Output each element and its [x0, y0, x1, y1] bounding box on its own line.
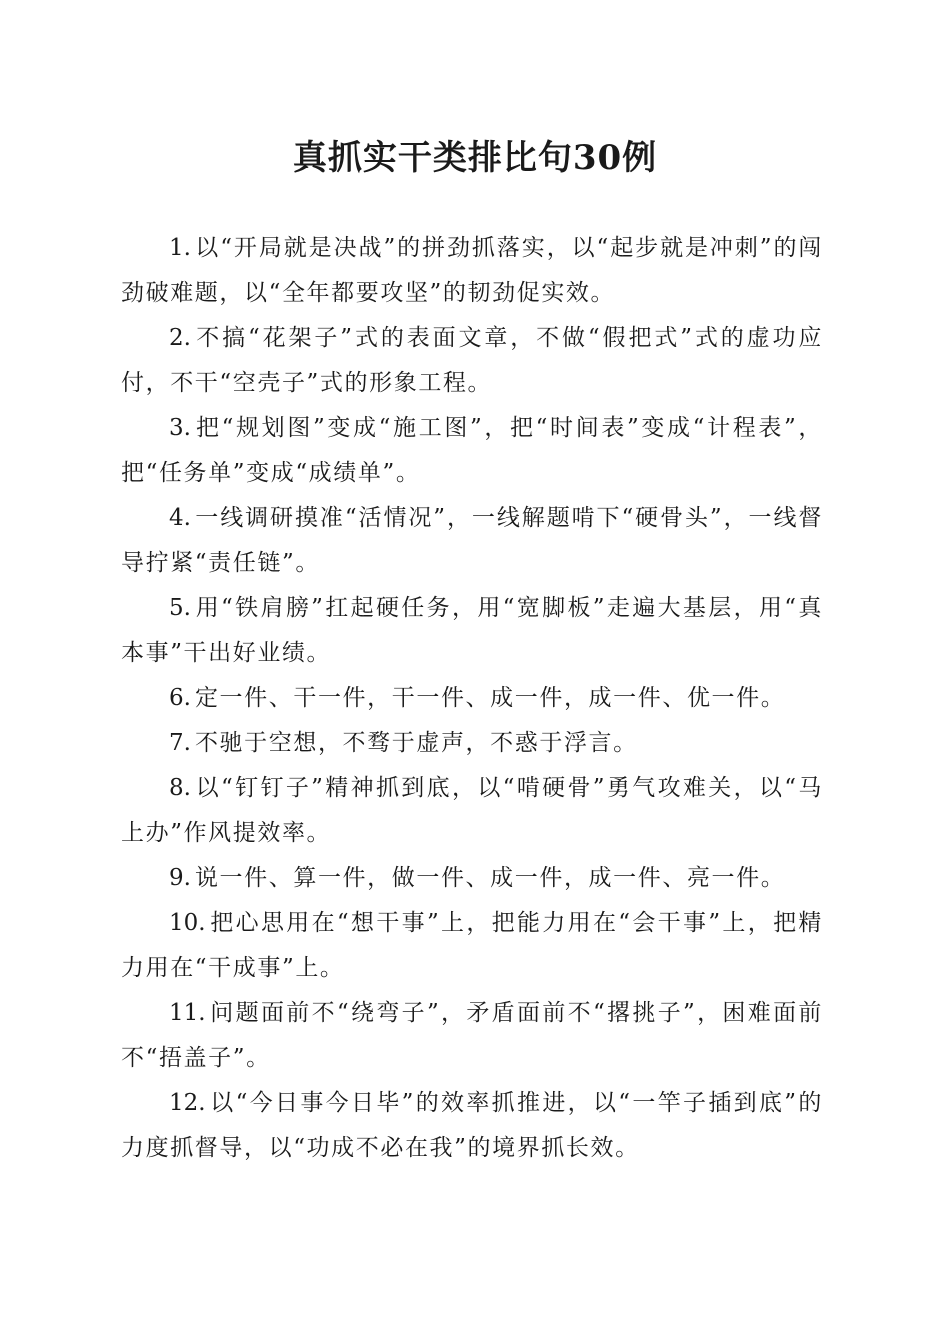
item-number: 7. [169, 730, 191, 756]
item-number: 10. [169, 910, 206, 936]
document-body [121, 226, 823, 1171]
list-item [121, 1081, 823, 1171]
list-item [121, 766, 823, 856]
item-number: 5. [169, 595, 191, 621]
list-item [121, 226, 823, 316]
item-text: 以“开局就是决战”的拼劲抓落实，以“起步就是冲刺”的闯劲破难题，以“全年都要攻坚”的韧劲促实效。 [121, 235, 823, 306]
item-number: 1. [169, 235, 191, 261]
item-text: 一线调研摸准“活情况”，一线解题啃下“硬骨头”，一线督导拧紧“责任链”。 [121, 505, 823, 576]
list-item [121, 586, 823, 676]
item-text: 定一件、干一件，干一件、成一件，成一件、优一件。 [194, 685, 786, 711]
item-number: 9. [169, 865, 191, 891]
item-text: 以“今日事今日毕”的效率抓推进，以“一竿子插到底”的力度抓督导，以“功成不必在我”的境界抓长效。 [121, 1090, 823, 1161]
list-item [121, 721, 823, 766]
item-number: 3. [169, 415, 191, 441]
item-number: 2. [169, 325, 191, 351]
list-item [121, 856, 823, 901]
item-text: 以“钉钉子”精神抓到底，以“啃硬骨”勇气攻难关，以“马上办”作风提效率。 [121, 775, 823, 846]
item-text: 把心思用在“想干事”上，把能力用在“会干事”上，把精力用在“干成事”上。 [121, 910, 823, 981]
item-number: 6. [169, 685, 191, 711]
item-text: 用“铁肩膀”扛起硬任务，用“宽脚板”走遍大基层，用“真本事”干出好业绩。 [121, 595, 823, 666]
list-item [121, 901, 823, 991]
list-item [121, 676, 823, 721]
list-item [121, 991, 823, 1081]
document-title: 真抓实干类排比句30例 [292, 138, 658, 178]
item-number: 11. [169, 1000, 206, 1026]
item-text: 说一件、算一件，做一件、成一件，成一件、亮一件。 [194, 865, 786, 891]
item-text: 把“规划图”变成“施工图”，把“时间表”变成“计程表”，把“任务单”变成“成绩单”。 [121, 415, 823, 486]
list-item [121, 406, 823, 496]
item-number: 4. [169, 505, 191, 531]
item-text: 不搞“花架子”式的表面文章，不做“假把式”式的虚功应付，不干“空壳子”式的形象工程。 [121, 325, 823, 396]
item-number: 12. [169, 1090, 206, 1116]
list-item [121, 316, 823, 406]
item-text: 不驰于空想，不骛于虚声，不惑于浮言。 [194, 730, 638, 756]
item-number: 8. [169, 775, 191, 801]
item-text: 问题面前不“绕弯子”，矛盾面前不“撂挑子”，困难面前不“捂盖子”。 [121, 1000, 823, 1071]
list-item [121, 496, 823, 586]
